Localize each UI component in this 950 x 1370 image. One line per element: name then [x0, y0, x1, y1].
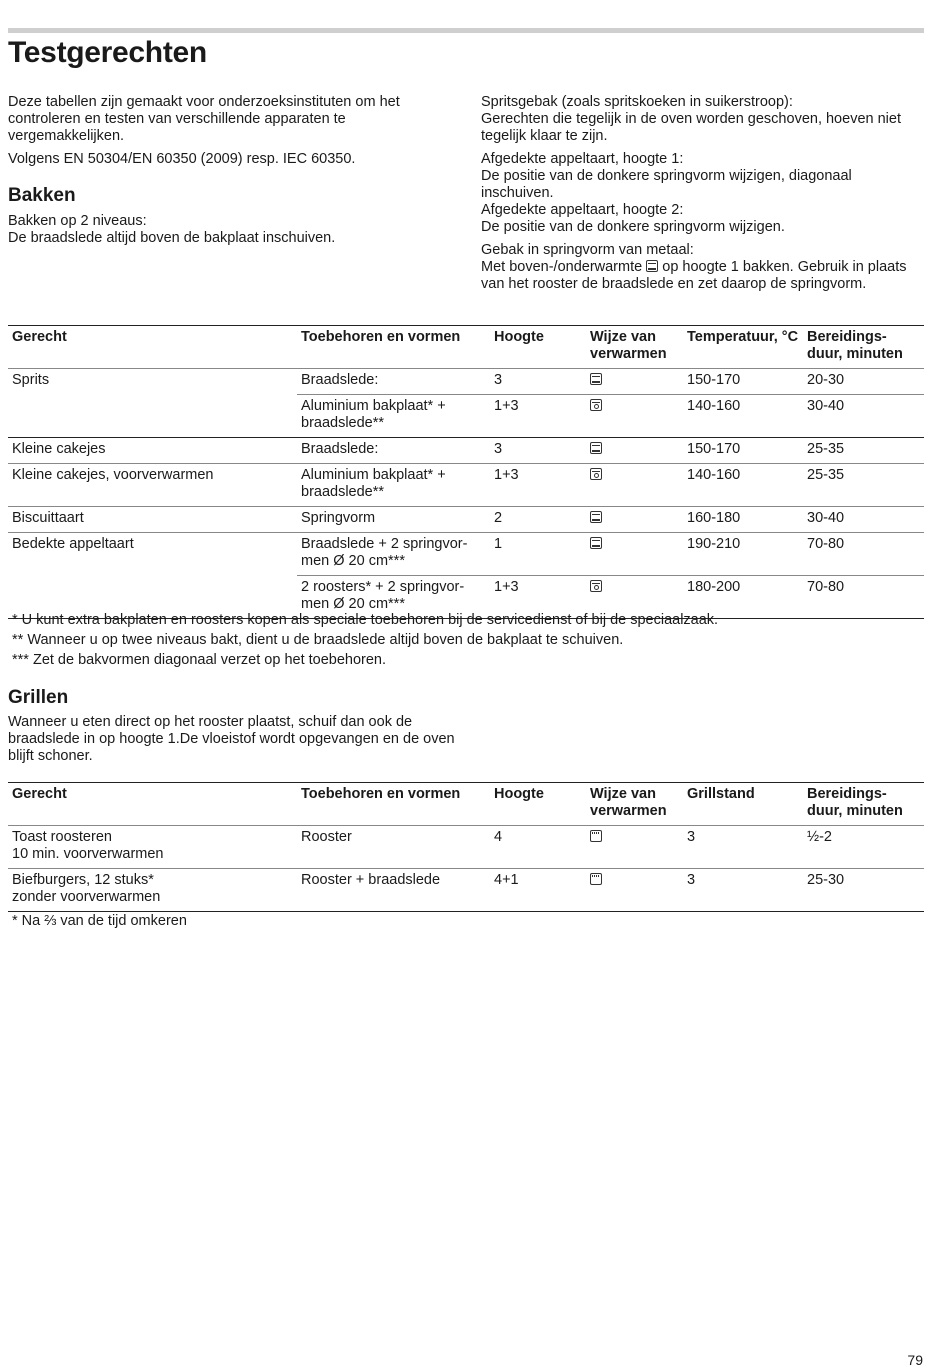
top-bottom-heat-icon [590, 511, 602, 523]
appeltaart1-text: De positie van de donkere springvorm wijzigen, diagonaal inschuiven. [481, 168, 852, 201]
page-number: 79 [907, 1352, 923, 1368]
table-row [8, 438, 924, 464]
table-row [8, 464, 924, 507]
header-hoogte: Hoogte [490, 783, 586, 826]
cell-gerecht-line-2: zonder voorverwarmen [12, 889, 161, 905]
top-bottom-heat-icon [590, 442, 602, 454]
gebak-text-b: op hoogte 1 bakken. Gebruik in plaats van het rooster de braadslede en zet daarop de springvorm. [481, 259, 907, 292]
section-heading-bakken: Bakken [8, 185, 76, 206]
gebak-text-a: Met boven-/onderwarmte [481, 259, 643, 275]
intro-paragraph: Deze tabellen zijn gemaakt voor onderzoeksinstituten om het controleren en testen van verschillende apparaten te vergemakkelijken. [8, 94, 400, 144]
table-row [8, 395, 924, 438]
header-toebehoren: Toebehoren en vormen [297, 783, 490, 826]
cell-temperatuur: 150-170 [683, 369, 803, 395]
hot-air-icon [590, 468, 602, 480]
footnote: * U kunt extra bakplaten en roosters kopen als speciale toebehoren bij de servicedienst of bij de speciaalzaak. [12, 612, 719, 628]
cell-toebehoren: Rooster + braadslede [297, 869, 490, 912]
gebak-text [481, 259, 921, 293]
cell-temperatuur: 160-180 [683, 507, 803, 533]
cell-gerecht-line-1: Toast roosteren [12, 829, 112, 845]
table-row [8, 826, 924, 869]
cell-wijze [586, 826, 683, 869]
cell-toebehoren: Braadslede + 2 springvor-men Ø 20 cm*** [297, 533, 490, 576]
cell-hoogte: 3 [490, 369, 586, 395]
cell-gerecht: Sprits [8, 369, 297, 395]
page-title: Testgerechten [8, 36, 207, 69]
header-duur: Bereidings-duur, minuten [803, 326, 924, 369]
cell-duur: 70-80 [803, 533, 924, 576]
cell-grillstand: 3 [683, 826, 803, 869]
bakken-line-1: Bakken op 2 niveaus: [8, 213, 147, 229]
cell-hoogte: 1+3 [490, 576, 586, 619]
cell-duur: 25-30 [803, 869, 924, 912]
cell-toebehoren: Aluminium bakplaat* + braadslede** [297, 395, 490, 438]
grilling-table [8, 782, 924, 912]
cell-hoogte: 3 [490, 438, 586, 464]
cell-wijze [586, 533, 683, 576]
appeltaart2-title: Afgedekte appeltaart, hoogte 2: [481, 202, 684, 218]
appeltaart2-text: De positie van de donkere springvorm wijzigen. [481, 219, 785, 235]
table-row [8, 533, 924, 576]
baking-table [8, 325, 924, 619]
header-temperatuur: Temperatuur, °C [683, 326, 803, 369]
bakken-line-2: De braadslede altijd boven de bakplaat inschuiven. [8, 230, 336, 246]
gebak-title: Gebak in springvorm van metaal: [481, 242, 694, 258]
right-column [481, 94, 921, 293]
cell-duur: 30-40 [803, 507, 924, 533]
cell-duur: 25-35 [803, 464, 924, 507]
cell-gerecht: Bedekte appeltaart [8, 533, 297, 576]
hot-air-icon [590, 580, 602, 592]
header-wijze: Wijze van verwarmen [586, 326, 683, 369]
cell-duur: 30-40 [803, 395, 924, 438]
table-row [8, 369, 924, 395]
cell-temperatuur: 190-210 [683, 533, 803, 576]
cell-toebehoren: Braadslede: [297, 369, 490, 395]
section-heading-grillen: Grillen [8, 687, 69, 708]
grillen-section [8, 686, 458, 771]
cell-grillstand: 3 [683, 869, 803, 912]
cell-gerecht: Biscuittaart [8, 507, 297, 533]
left-column [8, 94, 453, 247]
standard-reference: Volgens EN 50304/EN 60350 (2009) resp. IEC 60350. [8, 151, 356, 167]
table-header-row [8, 783, 924, 826]
baking-footnotes [12, 610, 718, 670]
header-grillstand: Grillstand [683, 783, 803, 826]
header-gerecht: Gerecht [8, 783, 297, 826]
cell-wijze [586, 507, 683, 533]
spritsgebak-title: Spritsgebak (zoals spritskoeken in suikerstroop): [481, 94, 793, 110]
header-wijze: Wijze van verwarmen [586, 783, 683, 826]
cell-gerecht: Kleine cakejes, voorverwarmen [8, 464, 297, 507]
cell-toebehoren: Aluminium bakplaat* + braadslede** [297, 464, 490, 507]
footnote: *** Zet de bakvormen diagonaal verzet op het toebehoren. [12, 652, 387, 668]
grill-footnote: * Na ⅔ van de tijd omkeren [12, 913, 187, 929]
cell-hoogte: 4+1 [490, 869, 586, 912]
cell-hoogte: 1 [490, 533, 586, 576]
grill-icon [590, 873, 602, 885]
cell-wijze [586, 369, 683, 395]
table-header-row [8, 326, 924, 369]
cell-temperatuur: 150-170 [683, 438, 803, 464]
top-rule [8, 28, 924, 33]
spritsgebak-text: Gerechten die tegelijk in de oven worden geschoven, hoeven niet tegelijk klaar te zijn. [481, 111, 901, 144]
grill-icon [590, 830, 602, 842]
cell-duur: ½-2 [803, 826, 924, 869]
cell-duur: 25-35 [803, 438, 924, 464]
grillen-text: Wanneer u eten direct op het rooster plaatst, schuif dan ook de braadslede in op hoogte 1.De vloeistof wordt opgevangen en de oven blijft schoner. [8, 714, 455, 764]
cell-gerecht-line-1: Biefburgers, 12 stuks* [12, 872, 154, 888]
cell-gerecht [8, 869, 297, 912]
cell-temperatuur: 140-160 [683, 395, 803, 438]
cell-wijze [586, 438, 683, 464]
cell-toebehoren: 2 roosters* + 2 springvor-men Ø 20 cm*** [297, 576, 490, 619]
table-row [8, 507, 924, 533]
cell-gerecht [8, 395, 297, 438]
header-gerecht: Gerecht [8, 326, 297, 369]
cell-temperatuur: 180-200 [683, 576, 803, 619]
cell-hoogte: 2 [490, 507, 586, 533]
appeltaart1-title: Afgedekte appeltaart, hoogte 1: [481, 151, 684, 167]
hot-air-icon [590, 399, 602, 411]
cell-wijze [586, 869, 683, 912]
cell-gerecht: Kleine cakejes [8, 438, 297, 464]
cell-toebehoren: Springvorm [297, 507, 490, 533]
cell-duur: 70-80 [803, 576, 924, 619]
cell-hoogte: 1+3 [490, 395, 586, 438]
cell-wijze [586, 395, 683, 438]
header-hoogte: Hoogte [490, 326, 586, 369]
header-toebehoren: Toebehoren en vormen [297, 326, 490, 369]
cell-hoogte: 4 [490, 826, 586, 869]
cell-toebehoren: Braadslede: [297, 438, 490, 464]
header-duur: Bereidings-duur, minuten [803, 783, 924, 826]
table-row [8, 869, 924, 912]
cell-toebehoren: Rooster [297, 826, 490, 869]
footnote: ** Wanneer u op twee niveaus bakt, dient u de braadslede altijd boven de bakplaat te schuiven. [12, 632, 624, 648]
top-bottom-heat-icon [646, 260, 658, 272]
cell-wijze [586, 464, 683, 507]
cell-temperatuur: 140-160 [683, 464, 803, 507]
cell-duur: 20-30 [803, 369, 924, 395]
cell-gerecht [8, 826, 297, 869]
top-bottom-heat-icon [590, 373, 602, 385]
cell-hoogte: 1+3 [490, 464, 586, 507]
cell-gerecht-line-2: 10 min. voorverwarmen [12, 846, 164, 862]
top-bottom-heat-icon [590, 537, 602, 549]
